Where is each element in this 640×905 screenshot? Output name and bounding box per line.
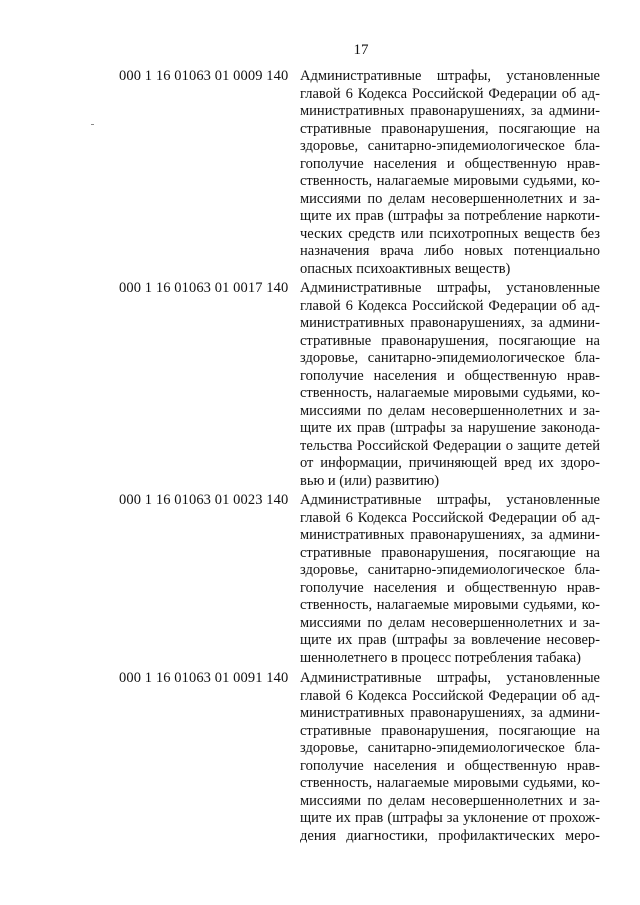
description-line: министративных правонарушениях, за админи- (300, 315, 600, 331)
description-line: миссиями по делам несовершеннолетних и за- (300, 792, 600, 809)
page-number: 17 (353, 42, 369, 58)
description-line: ческих средств или психотропных веществ без (300, 225, 600, 242)
description-line: от информации, причиняющей вред их здоро- (300, 455, 600, 471)
description-line: миссиями по делам несовершеннолетних и за- (300, 614, 600, 631)
description-line: щите их прав (штрафы за уклонение от прохож- (300, 810, 600, 826)
description-line: главой 6 Кодекса Российской Федерации об ад- (300, 687, 600, 704)
description-line: стративные правонарушения, посягающие на (300, 120, 600, 137)
description-line: стративные правонарушения, посягающие на (300, 332, 600, 349)
kbk-code: 000 1 16 01063 01 0091 140 (119, 670, 289, 686)
description-line: гополучие населения и общественную нрав- (300, 757, 600, 774)
description-line: ственность, налагаемые мировыми судьями, ко- (300, 597, 600, 613)
description-line: министративных правонарушениях, за админи- (300, 705, 600, 721)
description-line: Административные штрафы, установленные (300, 492, 600, 508)
description-line: Административные штрафы, установленные (300, 68, 600, 84)
description-line: ственность, налагаемые мировыми судьями, ко- (300, 385, 600, 401)
description-line: назначения врача либо новых потенциально (300, 243, 600, 259)
kbk-code: 000 1 16 01063 01 0009 140 (119, 68, 289, 84)
description-line: здоровье, санитарно-эпидемиологическое бла- (300, 740, 600, 756)
description-line: министративных правонарушениях, за админи- (300, 527, 600, 543)
description-line: ственность, налагаемые мировыми судьями, ко- (300, 173, 600, 189)
kbk-code: 000 1 16 01063 01 0023 140 (119, 492, 289, 508)
description-line: гополучие населения и общественную нрав- (300, 155, 600, 172)
description-line: гополучие населения и общественную нрав- (300, 579, 600, 596)
description-line: Административные штрафы, установленные (300, 670, 600, 686)
description-line: Административные штрафы, установленные (300, 280, 600, 296)
description-line: здоровье, санитарно-эпидемиологическое бла- (300, 562, 600, 578)
description-line: гополучие населения и общественную нрав- (300, 367, 600, 384)
kbk-description (300, 68, 600, 278)
description-line: щите их прав (штрафы за вовлечение несовер- (300, 632, 600, 648)
description-line: тельства Российской Федерации о защите детей (300, 437, 600, 454)
kbk-description (300, 492, 600, 667)
description-line: главой 6 Кодекса Российской Федерации об ад- (300, 297, 600, 314)
description-line: миссиями по делам несовершеннолетних и за- (300, 190, 600, 207)
description-line: шеннолетнего в процесс потребления табака) (300, 649, 582, 666)
description-line: щите их прав (штрафы за нарушение законода- (300, 420, 600, 436)
description-line: здоровье, санитарно-эпидемиологическое бла- (300, 350, 600, 366)
description-line: главой 6 Кодекса Российской Федерации об ад- (300, 509, 600, 526)
description-line: стративные правонарушения, посягающие на (300, 544, 600, 561)
description-line: дения диагностики, профилактических меро- (300, 827, 600, 844)
description-line: министративных правонарушениях, за админи- (300, 103, 600, 119)
description-line: щите их прав (штрафы за потребление наркоти- (300, 208, 600, 224)
kbk-description (300, 670, 600, 845)
kbk-code: 000 1 16 01063 01 0017 140 (119, 280, 289, 296)
description-line: ственность, налагаемые мировыми судьями, ко- (300, 775, 600, 791)
kbk-description (300, 280, 600, 490)
description-line: главой 6 Кодекса Российской Федерации об ад- (300, 85, 600, 102)
description-line: стративные правонарушения, посягающие на (300, 722, 600, 739)
description-line: опасных психоактивных веществ) (300, 260, 511, 277)
description-line: миссиями по делам несовершеннолетних и за- (300, 402, 600, 419)
description-line: вью и (или) развитию) (300, 472, 440, 489)
description-line: здоровье, санитарно-эпидемиологическое бла- (300, 138, 600, 154)
